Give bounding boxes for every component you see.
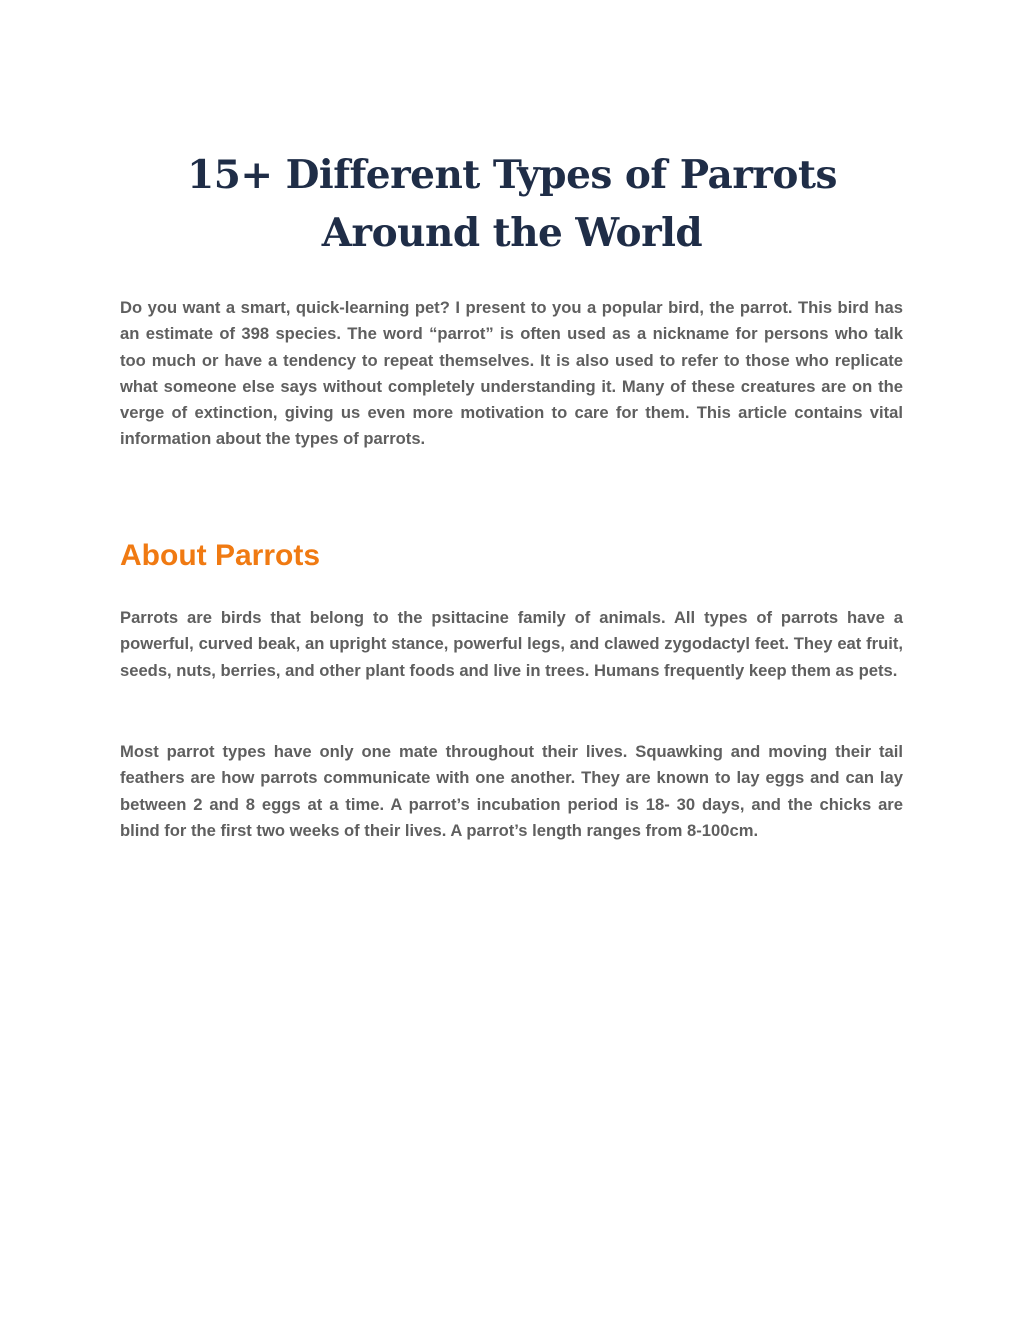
page-title-line-1: 15+ Different Types of Parrots (187, 152, 837, 198)
page-title (120, 146, 904, 262)
section-heading-about-parrots: About Parrots (120, 539, 321, 572)
about-paragraph-2: Most parrot types have only one mate throughout their lives. Squawking and moving their tail feathers are how parrots communicate with one another. They are known to lay eggs and can lay between 2 and 8 eggs at a time. A parrot’s incubation period is 18- 30 days, and the chicks are blind for the first two weeks of their lives. A parrot’s length ranges from 8-100cm. (120, 742, 903, 840)
intro-paragraph: Do you want a smart, quick-learning pet? I present to you a popular bird, the parrot. This bird has an estimate of 398 species. The word “parrot” is often used as a nickname for persons who talk too much or have a tendency to repeat themselves. It is also used to refer to those who replicate what someone else says without completely understanding it. Many of these creatures are on the verge of extinction, giving us even more motivation to care for them. This article contains vital information about the types of parrots. (120, 298, 903, 449)
page-title-line-2: Around the World (321, 210, 703, 256)
about-paragraph-1: Parrots are birds that belong to the psittacine family of animals. All types of parrots have a powerful, curved beak, an upright stance, powerful legs, and clawed zygodactyl feet. They eat fruit, seeds, nuts, berries, and other plant foods and live in trees. Humans frequently keep them as pets. (120, 608, 903, 680)
